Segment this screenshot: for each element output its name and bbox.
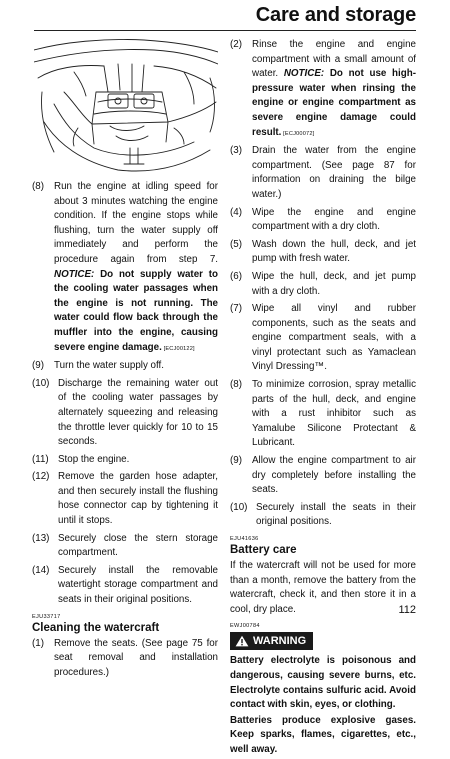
list-item-number: (10) xyxy=(230,501,248,513)
list-item-text: Drain the water from the engine compartment. (See page 87 for information on draining the bilge water.) xyxy=(252,145,416,200)
warning-triangle-icon xyxy=(235,635,249,647)
list-item xyxy=(32,377,218,450)
list-item-number: (2) xyxy=(230,39,242,50)
notice-text: Do not use high-pressure water when rinsing the engine or engine compartment as severe engine damage could result. xyxy=(252,68,416,138)
list-item-number: (3) xyxy=(230,145,242,157)
list-item-number: (1) xyxy=(32,637,44,649)
list-item-text: Discharge the remaining water out of the cooling water passages by alternately squeezing and releasing the throttle lever quickly for 10 to 15 seconds. xyxy=(58,377,218,448)
list-item-number: (9) xyxy=(32,360,44,372)
section-code: EJU33717 xyxy=(32,613,61,620)
list-item-number: (10) xyxy=(32,377,50,389)
list-item-text: Rinse the engine and engine compartment with a small amount of water. NOTICE: Do not use high-pressure water when rinsing the engine or engine compartment as severe engine damage could result. [ECJ00072] xyxy=(252,39,416,138)
right-column xyxy=(230,38,416,759)
page-number: 112 xyxy=(398,604,416,616)
notice-code: [ECJ00122] xyxy=(161,345,195,352)
list-item xyxy=(230,501,416,530)
section-title-battery: Battery care xyxy=(230,544,297,556)
engine-compartment-illustration xyxy=(34,32,218,178)
list-item-text: To minimize corrosion, spray metallic parts of the hull, deck, and engine with a rust inhibitor such as Yamalube Silicone Protectant & Lubricant. xyxy=(252,379,416,449)
list-item-number: (14) xyxy=(32,564,50,576)
section-title-cleaning: Cleaning the watercraft xyxy=(32,621,160,634)
warning-text: Batteries produce explosive gases. Keep sparks, flames, cigarettes, etc., well away. xyxy=(230,714,416,755)
list-item-number: (8) xyxy=(32,181,44,192)
list-item xyxy=(32,470,218,528)
list-item-number: (11) xyxy=(32,453,49,465)
list-item-text: Securely install the seats in their original positions. xyxy=(256,501,416,528)
list-item-text: Run the engine at idling speed for about 3 minutes watching the engine condition. If the engine stops while flushing, turn the water supply off immediately and perform the procedure again from step 7. NOTICE: Do not supply water to the cooling water passages when the engine is not running. The water could flow back through the muffler into the engine, causing severe engine damage. [ECJ00122] xyxy=(54,181,218,353)
list-item xyxy=(230,378,416,451)
warning-badge xyxy=(230,632,313,650)
list-item-number: (8) xyxy=(230,379,242,391)
warning-code: EWJ00784 xyxy=(230,623,260,630)
list-item xyxy=(32,359,218,374)
list-item-text: Remove the seats. (See page 75 for seat removal and installation procedures.) xyxy=(54,637,218,678)
notice-label: NOTICE: xyxy=(54,268,95,280)
list-item xyxy=(230,238,416,267)
list-item-number: (5) xyxy=(230,238,242,250)
left-column xyxy=(32,180,218,683)
list-item-text: Allow the engine compartment to air dry completely before installing the seats. xyxy=(252,455,416,496)
list-item-text: Wipe all vinyl and rubber components, such as the seats and engine compartment seals, with a vinyl protectant such as Yamaclean Vinyl Dressing™. xyxy=(252,303,416,373)
list-item-text: Stop the engine. xyxy=(58,453,130,465)
list-item xyxy=(230,454,416,498)
list-item-text: Wipe the hull, deck, and jet pump with a dry cloth. xyxy=(252,270,416,297)
list-item xyxy=(32,637,218,681)
section-code: EJU41636 xyxy=(230,536,259,542)
list-item-number: (13) xyxy=(32,532,50,544)
list-item xyxy=(32,180,218,356)
notice-code: [ECJ00072] xyxy=(281,130,315,137)
list-item-number: (9) xyxy=(230,455,242,467)
warning-body xyxy=(230,654,416,757)
list-item-number: (7) xyxy=(230,303,242,315)
list-item xyxy=(230,302,416,375)
warning-text: Battery electrolyte is poisonous and dangerous, causing severe burns, etc. Electrolyte contains sulfuric acid. Avoid contact with skin, eyes, or clothing. xyxy=(230,655,416,711)
list-item-text: Wash down the hull, deck, and jet pump with fresh water. xyxy=(252,238,416,265)
section-header-title: Care and storage xyxy=(255,4,416,26)
list-item-text: Securely install the removable watertight storage compartment and seats in their original positions. xyxy=(58,564,218,606)
header-rule xyxy=(34,30,416,31)
list-item-text: Remove the garden hose adapter, and then securely install the flushing hose connector cap by tightening it until it stops. xyxy=(58,471,218,527)
list-item-number: (6) xyxy=(230,270,242,282)
list-item xyxy=(230,38,416,141)
notice-text: Do not supply water to the cooling water passages when the engine is not running. The water could flow back through the muffler into the engine, causing severe engine damage. xyxy=(54,268,218,353)
list-item-text: Securely close the stern storage compartment. xyxy=(58,532,218,559)
list-item-text: Wipe the engine and engine compartment with a dry cloth. xyxy=(252,206,416,233)
list-item xyxy=(230,144,416,202)
battery-care-paragraph: If the watercraft will not be used for more than a month, remove the battery from the watercraft, check it, and then store it in a cool, dry place. xyxy=(230,560,416,615)
list-item-number: (12) xyxy=(32,471,50,483)
list-item xyxy=(32,453,218,468)
list-item-text: Turn the water supply off. xyxy=(54,360,164,372)
list-item-number: (4) xyxy=(230,206,242,218)
list-item xyxy=(230,206,416,235)
list-item xyxy=(230,270,416,299)
list-item xyxy=(32,564,218,608)
list-item xyxy=(32,532,218,561)
notice-label: NOTICE: xyxy=(283,68,325,80)
warning-label: WARNING xyxy=(253,635,307,648)
